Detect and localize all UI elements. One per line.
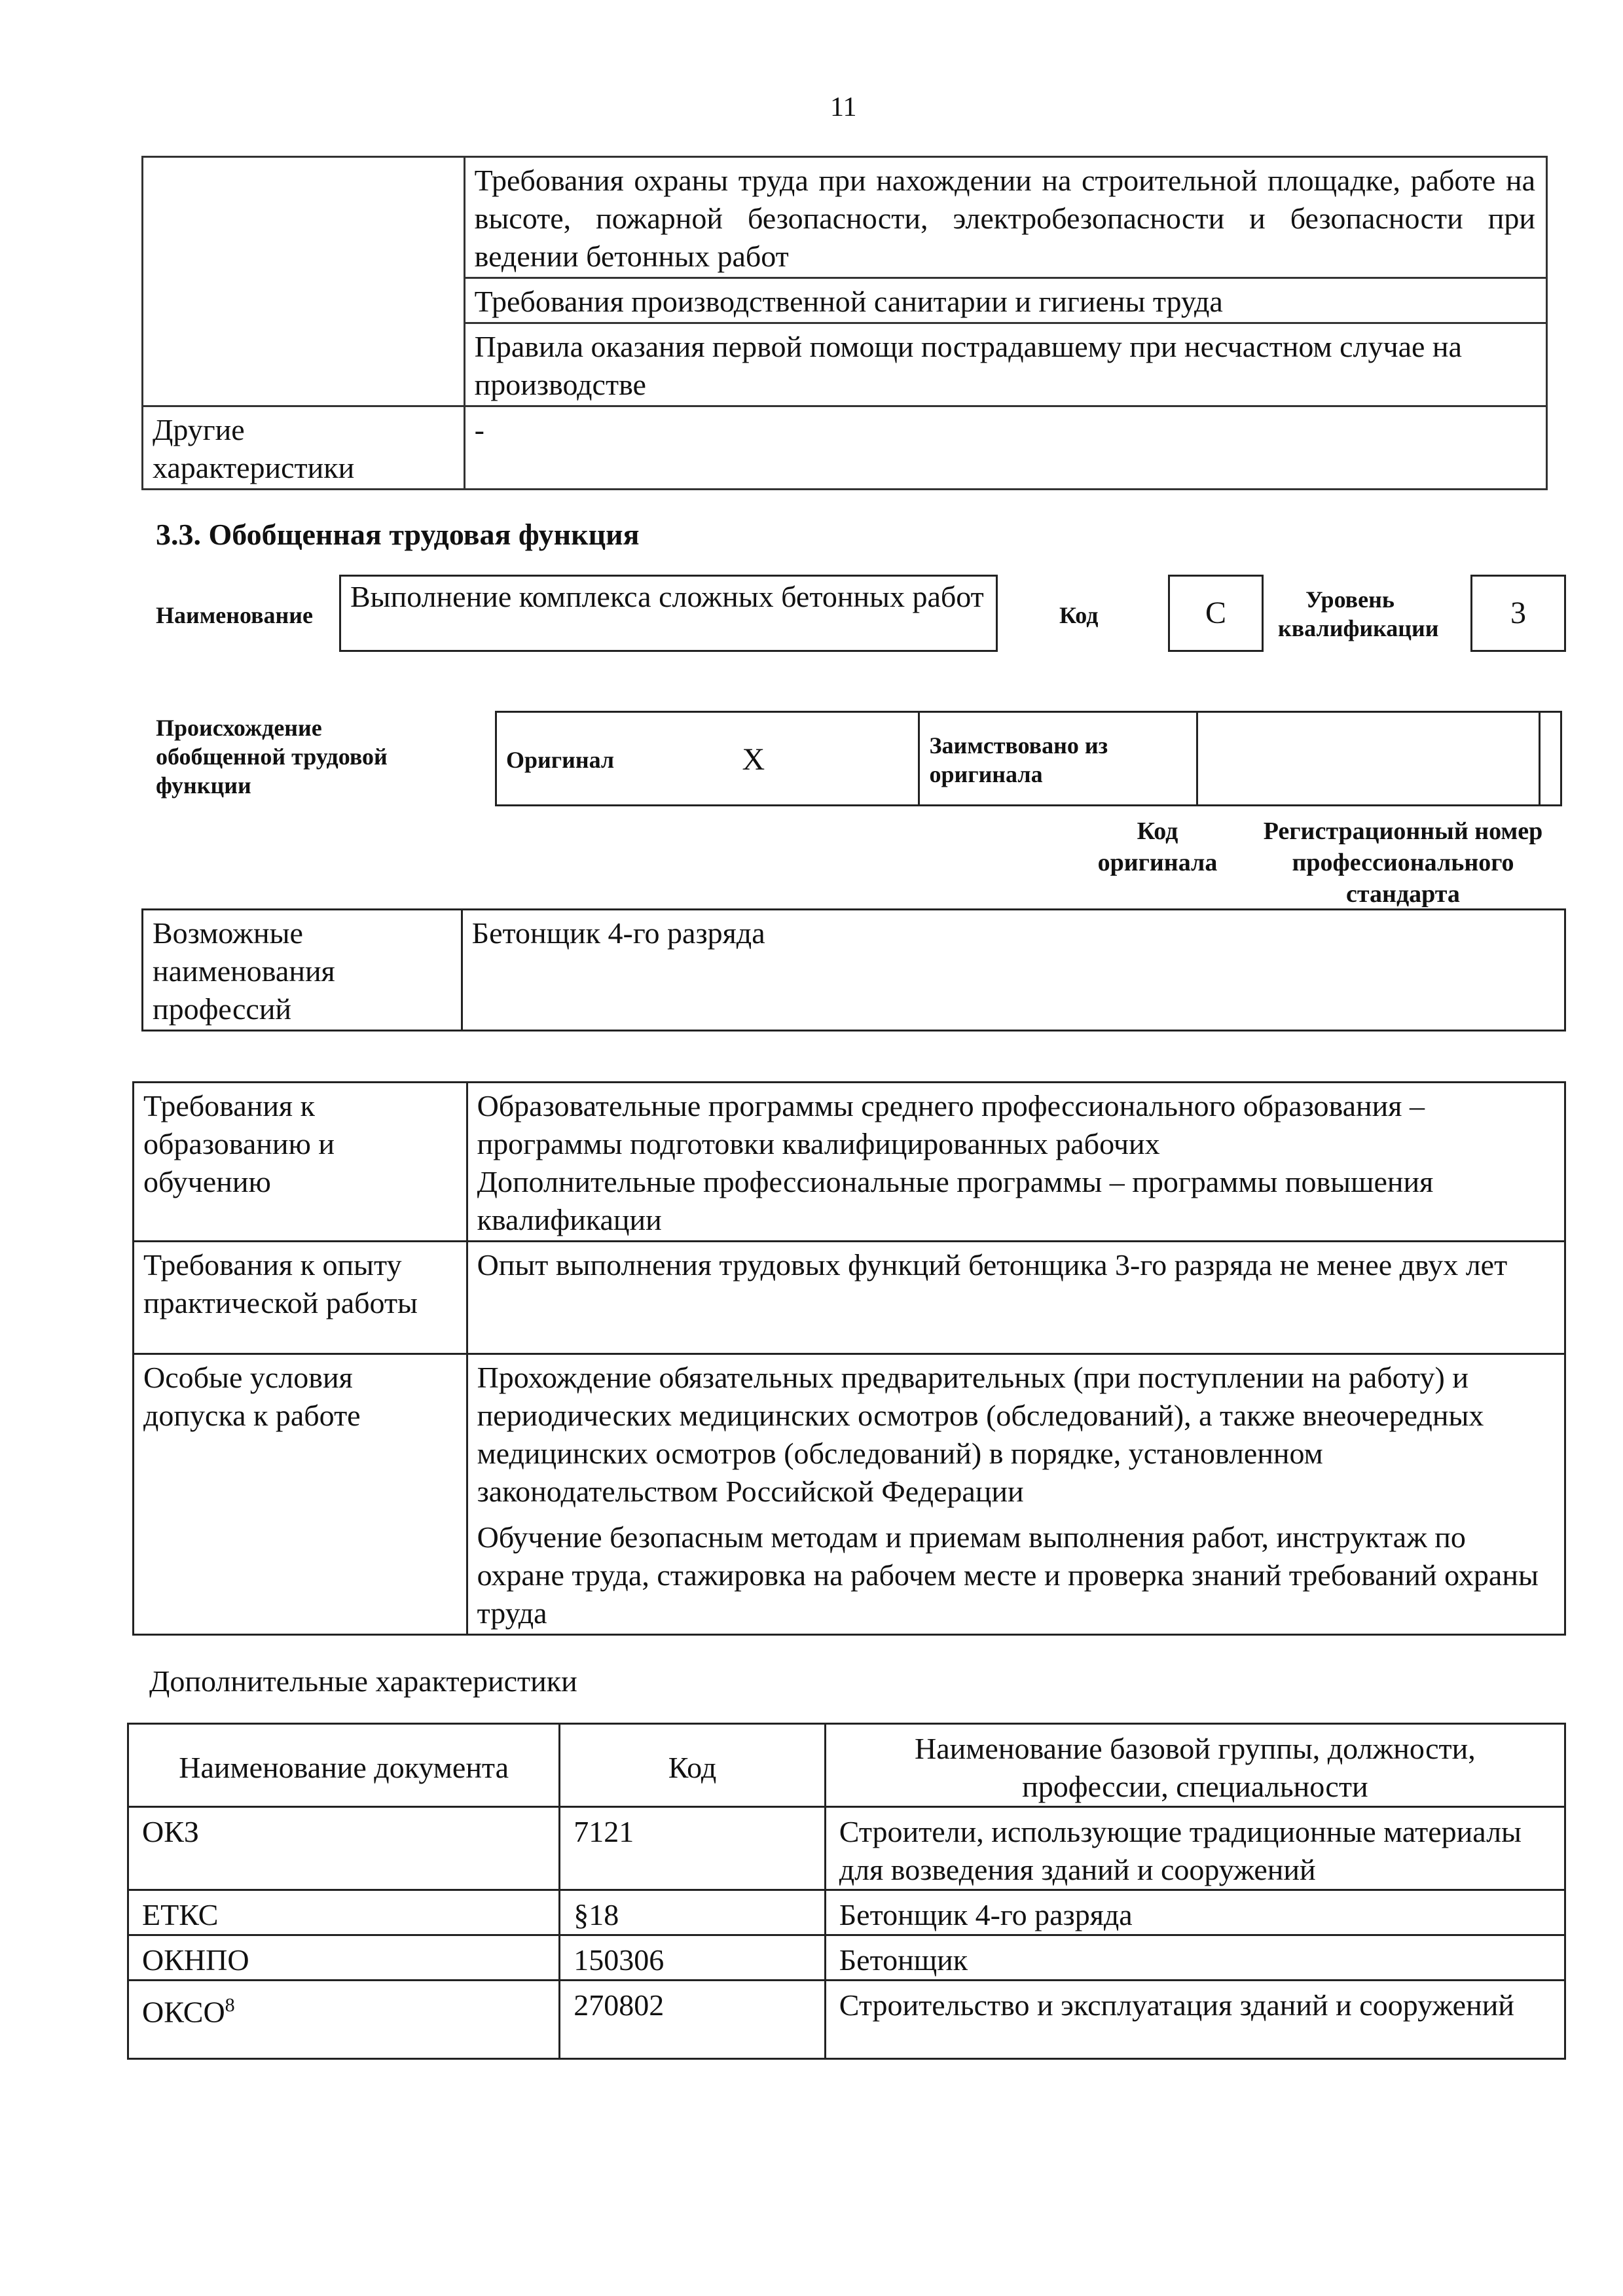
table-row [128,1890,1565,1935]
cell-code: 270802 [560,1981,826,2059]
cell-code: 7121 [560,1807,826,1890]
req-label: Требования к образованию и обучению [134,1083,467,1242]
code-original-cell [1197,712,1539,806]
cell-name: Бетонщик 4-го разряда [825,1890,1565,1935]
additional-table [127,1723,1566,2060]
table-cell: Другие характеристики [143,406,465,490]
header-name: Наименование базовой группы, должности, профессии, специальности [825,1724,1565,1807]
req-label: Требования к опыту практической работы [134,1242,467,1354]
table-row [496,712,1561,806]
code-value-box [1168,575,1264,652]
table-row [134,1083,1565,1242]
req-line: Прохождение обязательных предварительных (при поступлении на работу) и периодических медицинских осмотров (обследований), а также внеочередных медицинских осмотров (обследований) в порядке, установленном законодательством Российской Федерации [477,1361,1484,1508]
table-row [143,406,1547,490]
level-value: 3 [1510,596,1526,630]
origin-label: Происхождение обобщенной трудовой функции [156,715,388,798]
reg-number-cell [1540,712,1561,806]
professions-value: Бетонщик 4-го разряда [462,910,1565,1031]
footnote-ref: 8 [225,1994,235,2016]
original-mark: X [739,712,919,806]
name-value-box [339,575,998,652]
cell-name: Бетонщик [825,1935,1565,1981]
table-row [134,1354,1565,1635]
req-value [467,1354,1565,1635]
req-line: Обучение безопасным методам и приемам выполнения работ, инструктаж по охране труда, стажировка на рабочем месте и проверка знаний требований охраны труда [477,1520,1539,1630]
table-row [128,1935,1565,1981]
table-row [128,1981,1565,2059]
table-cell: - [464,406,1546,490]
professions-label: Возможные наименования профессий [143,910,462,1031]
professions-table [141,908,1566,1031]
code-label: Код [1059,602,1099,628]
additional-heading: Дополнительные характеристики [149,1664,577,1698]
name-value: Выполнение комплекса сложных бетонных работ [350,580,984,613]
page-number: 11 [830,92,857,122]
table-row [143,910,1565,1031]
cell-name: Строительство и эксплуатация зданий и сооружений [825,1981,1565,2059]
req-line: Опыт выполнения трудовых функций бетонщика 3-го разряда не менее двух лет [477,1248,1508,1282]
table-cell [143,157,465,406]
header-doc: Наименование документа [128,1724,560,1807]
req-line: Образовательные программы среднего профессионального образования – программы подготовки квалифицированных рабочих [477,1089,1425,1160]
borrowed-label: Заимствовано из оригинала [919,712,1197,806]
req-label: Особые условия допуска к работе [134,1354,467,1635]
req-value [467,1083,1565,1242]
level-label: Уровень квалификации [1278,586,1439,641]
cell-code: §18 [560,1890,826,1935]
doc-name: ОКСО [142,1995,225,2029]
table-cell: Правила оказания первой помощи пострадавшему при несчастном случае на производстве [464,323,1546,406]
original-label: Оригинал [496,712,740,806]
table-cell: Требования производственной санитарии и гигиены труда [464,278,1546,323]
requirements-table [132,1081,1566,1636]
section-title: 3.3. Обобщенная трудовая функция [156,518,640,551]
table-row [134,1242,1565,1354]
cell-doc: ОКЗ [128,1807,560,1890]
name-label: Наименование [156,602,313,628]
cell-doc [128,1981,560,2059]
header-code: Код [560,1724,826,1807]
req-line: Дополнительные профессиональные программы – программы повышения квалификации [477,1165,1434,1236]
top-table [141,156,1548,490]
cell-code: 150306 [560,1935,826,1981]
level-value-box [1470,575,1566,652]
table-cell: Требования охраны труда при нахождении на строительной площадке, работе на высоте, пожарной безопасности, электробезопасности и безопасности при ведении бетонных работ [464,157,1546,278]
code-value: C [1205,596,1226,630]
table-header-row [128,1724,1565,1807]
code-original-caption: Код оригинала [1097,817,1218,876]
origin-table [495,711,1562,806]
cell-name: Строители, использующие традиционные материалы для возведения зданий и сооружений [825,1807,1565,1890]
req-value [467,1242,1565,1354]
table-row [143,157,1547,278]
cell-doc: ОКНПО [128,1935,560,1981]
table-row [128,1807,1565,1890]
reg-number-caption: Регистрационный номер профессионального стандарта [1263,817,1543,908]
cell-doc: ЕТКС [128,1890,560,1935]
